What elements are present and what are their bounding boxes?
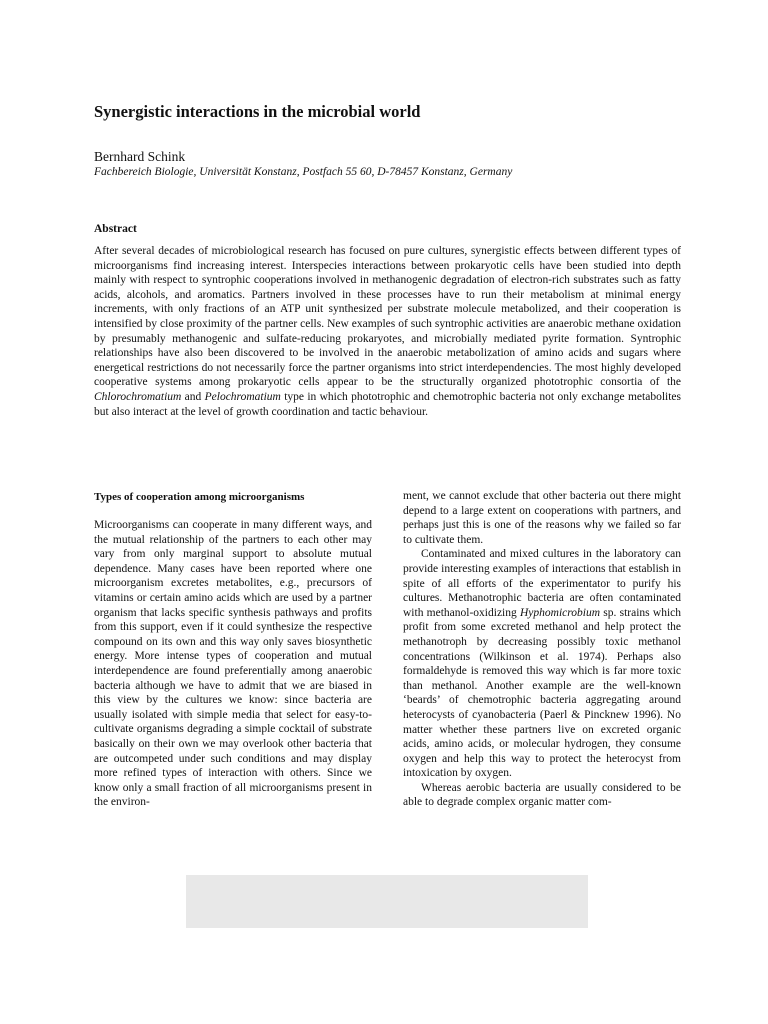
- abstract-italic-chlorochromatium: Chlorochromatium: [94, 390, 182, 403]
- left-column-paragraph: Microorganisms can cooperate in many different ways, and the mutual relationship of the partners to each other may vary from only marginal support to absolute mutual dependence. Many cases have been reported where one microorganism excretes metabolites, e.g., precursors of vitamins or certain amino acids which are used by a partner organism that lacks specific synthesis pathways and profits from this support, even if it could synthesize the respective compound on its own and this way only saves biosynthetic energy. More intense types of cooperation and mutual interdependence are found preferentially among anaerobic bacteria although we have to admit that we are biased in this view by the cultures we know: since bacteria are usually isolated with simple media that select for easy-to-cultivate organisms degrading a simple cocktail of substrate basically on their own we may overlook other bacteria that are outcompeted under such conditions and may display more refined types of interaction with others. Since we know only a small fraction of all microorganisms present in the environ-: [94, 519, 372, 809]
- italic-hyphomicrobium: Hyphomicrobium: [519, 606, 601, 619]
- right-column-paragraph-3: Whereas aerobic bacteria are usually considered to be able to degrade complex organic matter com-: [403, 781, 681, 809]
- right-column-paragraph-1: ment, we cannot exclude that other bacteria out there might depend to a large extent on cooperations with partners, and perhaps just this is one of the reasons why we failed so far to cultivate them.: [403, 490, 681, 546]
- author-name: Bernhard Schink: [94, 149, 186, 164]
- right-column: [403, 489, 681, 810]
- abstract-body: After several decades of microbiological research has focused on pure cultures, synergistic effects between different types of microorganisms find increasing interest. Interspecies interactions between prokaryotic cells have been studied into depth mainly with respect to syntrophic cooperations involved in methanogenic degradation of electron-rich substrates such as fatty acids, alcohols, and aromatics. Partners involved in these processes have to run their metabolism at minimal energy increments, with only fractions of an ATP unit synthesized per substrate molecule metabolized, and their cooperation is intensified by close proximity of the partner cells. New examples of such syntrophic activities are anaerobic methane oxidation by presumably methanogenic and sulfate-reducing prokaryotes, and microbially mediated pyrite formation. Syntrophic relationships have also been discovered to be involved in the anaerobic metabolization of amino acids and sugars where energetical restrictions do not necessarily force the partner organisms into strict interdependencies. The most highly developed cooperative systems among prokaryotic cells appear to be the structurally organized phototrophic consortia of the Chlorochromatium and Pelochromatium type in which phototrophic and chemotrophic bacteria not only exchange metabolites but also interact at the level of growth coordination and tactic behaviour.: [94, 245, 681, 418]
- left-column: [94, 489, 372, 810]
- abstract-italic-pelochromatium: Pelochromatium: [204, 390, 281, 403]
- author-affiliation: Fachbereich Biologie, Universität Konstanz, Postfach 55 60, D-78457 Konstanz, Germany: [94, 166, 513, 178]
- article-title: Synergistic interactions in the microbial world: [94, 102, 421, 121]
- abstract-heading: Abstract: [94, 223, 137, 235]
- right-column-paragraph-2: Contaminated and mixed cultures in the laboratory can provide interesting examples of interactions that establish in spite of all efforts of the experimentator to purify his cultures. Methanotrophic bacteria are often contaminated with methanol-oxidizing Hyphomicrobium sp. strains which profit from some excreted methanol and help protect the methanotroph by decreasing possibly toxic methanol concentrations (Wilkinson et al. 1974). Perhaps also formaldehyde is removed this way which is far more toxic than methanol. Another example are the well-known ‘beards’ of chemotrophic bacteria aggregating around heterocysts of cyanobacteria (Paerl & Pincknew 1996). No matter whether these partners live on excreted organic acids, amino acids, or molecular hydrogen, they consume oxygen and help this way to protect the heterocyst from intoxication by oxygen.: [403, 548, 681, 780]
- page-footer-placeholder: [186, 875, 588, 928]
- section-heading: Types of cooperation among microorganisms: [94, 491, 305, 503]
